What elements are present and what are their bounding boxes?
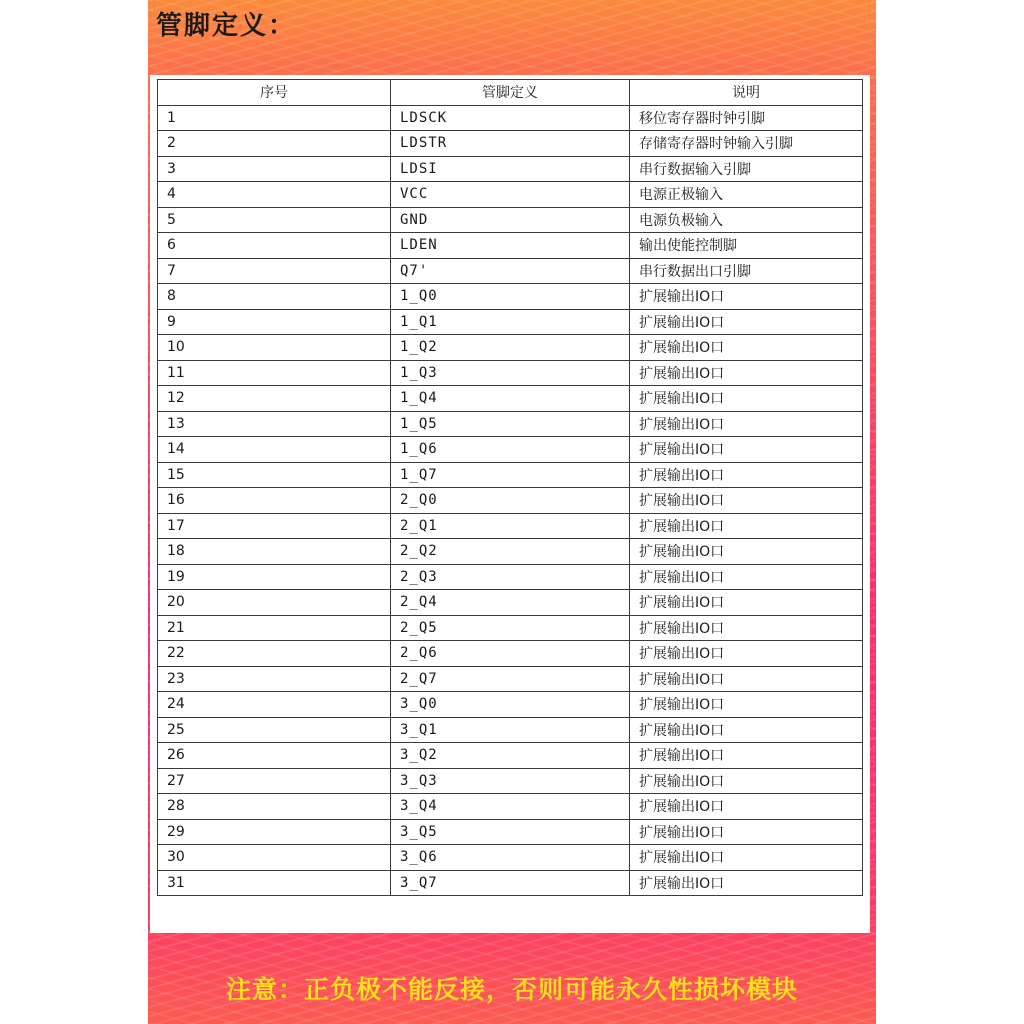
cell-pin-name: 2_Q2	[391, 539, 630, 565]
cell-description: 扩展输出IO口	[630, 539, 863, 565]
header-pin-definition: 管脚定义	[391, 80, 630, 106]
table-row	[158, 692, 863, 718]
cell-index: 11	[158, 360, 391, 386]
cell-description: 扩展输出IO口	[630, 692, 863, 718]
cell-pin-name: VCC	[391, 182, 630, 208]
table-row	[158, 360, 863, 386]
cell-pin-name: 1_Q4	[391, 386, 630, 412]
table-row	[158, 768, 863, 794]
cell-index: 30	[158, 845, 391, 871]
header-index: 序号	[158, 80, 391, 106]
cell-description: 扩展输出IO口	[630, 462, 863, 488]
cell-index: 18	[158, 539, 391, 565]
table-row	[158, 207, 863, 233]
table-row	[158, 743, 863, 769]
cell-description: 扩展输出IO口	[630, 768, 863, 794]
cell-description: 扩展输出IO口	[630, 284, 863, 310]
cell-index: 10	[158, 335, 391, 361]
cell-description: 存储寄存器时钟输入引脚	[630, 131, 863, 157]
cell-index: 23	[158, 666, 391, 692]
cell-index: 1	[158, 105, 391, 131]
cell-index: 2	[158, 131, 391, 157]
cell-index: 27	[158, 768, 391, 794]
table-row	[158, 309, 863, 335]
pin-definition-table	[157, 79, 863, 896]
table-panel	[150, 75, 870, 933]
cell-pin-name: 1_Q1	[391, 309, 630, 335]
poster-background	[148, 0, 876, 1024]
cell-pin-name: 1_Q0	[391, 284, 630, 310]
cell-index: 22	[158, 641, 391, 667]
table-row	[158, 590, 863, 616]
cell-index: 25	[158, 717, 391, 743]
cell-pin-name: 3_Q6	[391, 845, 630, 871]
cell-pin-name: 2_Q7	[391, 666, 630, 692]
table-row	[158, 335, 863, 361]
table-row	[158, 156, 863, 182]
table-row	[158, 819, 863, 845]
table-row	[158, 564, 863, 590]
cell-pin-name: 1_Q5	[391, 411, 630, 437]
cell-pin-name: 3_Q0	[391, 692, 630, 718]
cell-pin-name: 2_Q3	[391, 564, 630, 590]
cell-description: 扩展输出IO口	[630, 845, 863, 871]
cell-pin-name: 3_Q7	[391, 870, 630, 896]
table-row	[158, 794, 863, 820]
cell-pin-name: LDSI	[391, 156, 630, 182]
cell-pin-name: LDSCK	[391, 105, 630, 131]
table-row	[158, 258, 863, 284]
cell-pin-name: 3_Q4	[391, 794, 630, 820]
cell-index: 24	[158, 692, 391, 718]
cell-index: 21	[158, 615, 391, 641]
cell-index: 16	[158, 488, 391, 514]
cell-index: 9	[158, 309, 391, 335]
cell-pin-name: 2_Q6	[391, 641, 630, 667]
cell-description: 扩展输出IO口	[630, 386, 863, 412]
cell-description: 扩展输出IO口	[630, 615, 863, 641]
table-row	[158, 845, 863, 871]
cell-index: 17	[158, 513, 391, 539]
cell-index: 4	[158, 182, 391, 208]
cell-description: 扩展输出IO口	[630, 794, 863, 820]
cell-pin-name: 3_Q2	[391, 743, 630, 769]
table-body	[158, 105, 863, 896]
cell-description: 串行数据出口引脚	[630, 258, 863, 284]
table-row	[158, 233, 863, 259]
cell-pin-name: LDSTR	[391, 131, 630, 157]
page-title: 管脚定义：	[156, 11, 297, 41]
cell-pin-name: 1_Q3	[391, 360, 630, 386]
cell-pin-name: 2_Q5	[391, 615, 630, 641]
cell-index: 6	[158, 233, 391, 259]
table-row	[158, 437, 863, 463]
cell-pin-name: Q7'	[391, 258, 630, 284]
cell-description: 电源负极输入	[630, 207, 863, 233]
cell-pin-name: 1_Q7	[391, 462, 630, 488]
cell-description: 输出使能控制脚	[630, 233, 863, 259]
cell-pin-name: 1_Q6	[391, 437, 630, 463]
cell-description: 扩展输出IO口	[630, 437, 863, 463]
cell-index: 15	[158, 462, 391, 488]
cell-index: 26	[158, 743, 391, 769]
table-row	[158, 131, 863, 157]
cell-pin-name: 1_Q2	[391, 335, 630, 361]
cell-index: 20	[158, 590, 391, 616]
table-row	[158, 462, 863, 488]
header-description: 说明	[630, 80, 863, 106]
cell-description: 扩展输出IO口	[630, 819, 863, 845]
cell-pin-name: 3_Q3	[391, 768, 630, 794]
cell-index: 28	[158, 794, 391, 820]
cell-description: 扩展输出IO口	[630, 309, 863, 335]
cell-description: 扩展输出IO口	[630, 335, 863, 361]
table-row	[158, 411, 863, 437]
cell-index: 12	[158, 386, 391, 412]
cell-pin-name: 3_Q1	[391, 717, 630, 743]
table-row	[158, 666, 863, 692]
table-row	[158, 513, 863, 539]
table-row	[158, 386, 863, 412]
cell-description: 扩展输出IO口	[630, 666, 863, 692]
cell-index: 19	[158, 564, 391, 590]
cell-pin-name: 2_Q1	[391, 513, 630, 539]
cell-description: 扩展输出IO口	[630, 870, 863, 896]
cell-pin-name: 3_Q5	[391, 819, 630, 845]
cell-description: 电源正极输入	[630, 182, 863, 208]
cell-description: 扩展输出IO口	[630, 564, 863, 590]
table-row	[158, 717, 863, 743]
cell-index: 13	[158, 411, 391, 437]
cell-description: 扩展输出IO口	[630, 717, 863, 743]
cell-description: 扩展输出IO口	[630, 488, 863, 514]
cell-index: 29	[158, 819, 391, 845]
cell-description: 扩展输出IO口	[630, 590, 863, 616]
table-row	[158, 870, 863, 896]
table-header-row	[158, 80, 863, 106]
table-row	[158, 182, 863, 208]
cell-index: 7	[158, 258, 391, 284]
cell-description: 扩展输出IO口	[630, 743, 863, 769]
cell-pin-name: 2_Q4	[391, 590, 630, 616]
warning-note: 注意：正负极不能反接，否则可能永久性损坏模块	[225, 975, 798, 1004]
cell-index: 8	[158, 284, 391, 310]
table-row	[158, 105, 863, 131]
table-row	[158, 539, 863, 565]
table-row	[158, 284, 863, 310]
cell-pin-name: LDEN	[391, 233, 630, 259]
cell-description: 串行数据输入引脚	[630, 156, 863, 182]
cell-description: 扩展输出IO口	[630, 411, 863, 437]
table-row	[158, 615, 863, 641]
cell-index: 14	[158, 437, 391, 463]
table-row	[158, 488, 863, 514]
cell-description: 扩展输出IO口	[630, 641, 863, 667]
cell-pin-name: GND	[391, 207, 630, 233]
cell-description: 扩展输出IO口	[630, 360, 863, 386]
cell-index: 5	[158, 207, 391, 233]
cell-index: 31	[158, 870, 391, 896]
cell-description: 扩展输出IO口	[630, 513, 863, 539]
cell-pin-name: 2_Q0	[391, 488, 630, 514]
table-row	[158, 641, 863, 667]
cell-index: 3	[158, 156, 391, 182]
cell-description: 移位寄存器时钟引脚	[630, 105, 863, 131]
